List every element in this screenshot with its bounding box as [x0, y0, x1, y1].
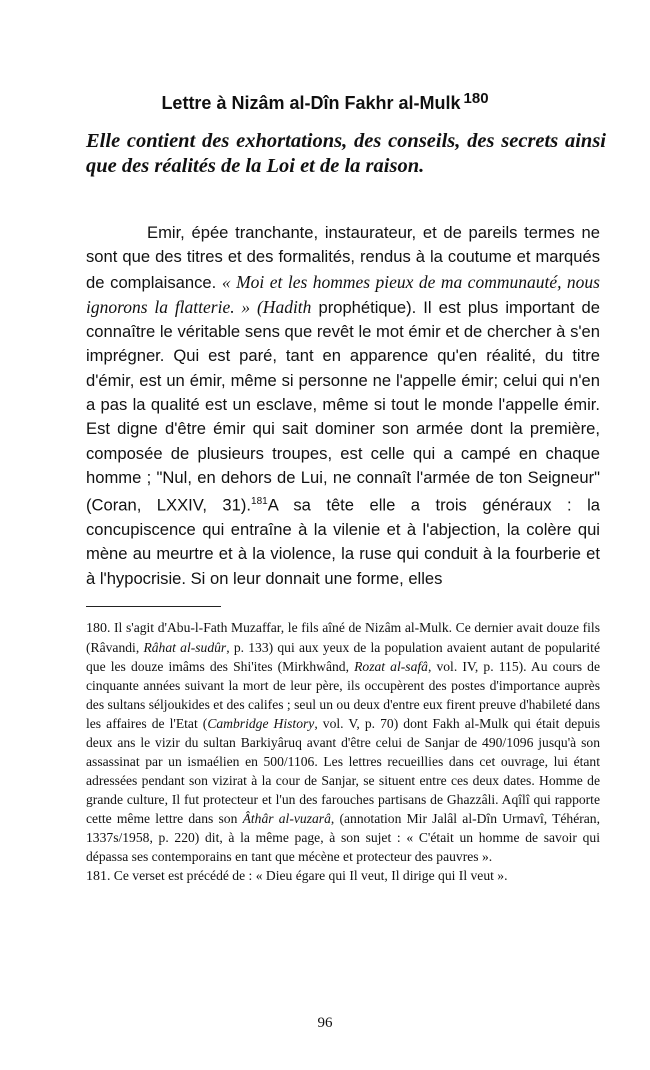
footnote-text: . Ce verset est précédé de : « Dieu égare qui Il veut, Il dirige qui Il veut ».	[107, 868, 508, 883]
footnotes	[86, 618, 600, 886]
footnote-italic: Âthâr al-vuzarâ	[242, 811, 331, 826]
footnote-180	[86, 618, 600, 866]
text-run: A sa tête elle a trois généraux : la concupiscence qui entraîne à la vilenie et à l'abjection, la colère qui mène au meurtre et à la violence, la ruse qui conduit à la fourberie et à l'hypocrisie. Si on leur donnait une forme, elles	[86, 495, 600, 588]
footnote-italic: Râhat al-sudûr	[143, 640, 227, 655]
page-title	[0, 90, 650, 114]
title-footnote-ref: 180	[463, 90, 489, 107]
main-text	[86, 221, 600, 591]
footnote-text: , vol. IV, p. 115). Au cours de cinquante années suivant la mort de leur père, ils occupèrent des postes d'importance auprès des sultans séljoukides et des califes ; seul un ou deux d'entre eux firent preuve d'habileté dans les affaires de l'Etat (	[86, 659, 600, 731]
footnote-ref: 181	[251, 496, 268, 508]
footnote-181	[86, 866, 600, 886]
footnote-number: 180	[86, 621, 107, 636]
footnote-text: , p. 133) qui aux yeux de la population avaient autant de popularité que les douze imâms des Shi'ites (Mirkhwând,	[86, 640, 600, 674]
page-number: 96	[317, 1015, 333, 1031]
subtitle: Elle contient des exhortations, des conseils, des secrets ainsi que des réalités de la Loi et de la raison.	[86, 130, 606, 177]
footnote-number: 181	[86, 869, 107, 884]
footnote-text: , (annotation Mir Jalâl al-Dîn Urmavî, Téhéran, 1337s/1958, p. 220) dit, à la même page, à son sujet : « C'était un homme de savoir qui dépassa ses contemporains en tant que mécène et protecteur des pauvres ».	[86, 811, 601, 864]
text-run: Emir, épée tranchante, instaurateur, et de pareils termes ne sont que des titres et des formalités, rendus à la coutume et marqués de complaisance.	[86, 223, 600, 292]
title-text: Lettre à Nizâm al-Dîn Fakhr al-Mulk	[161, 93, 461, 113]
footnote-text: , vol. V, p. 70) dont Fakh al-Mulk qui était depuis deux ans le vizir du sultan Barkiyâruq avant d'être celui de Sanjar de 490/1096 jusqu'à son assassinat par un ismaélien en 500/1106. Les lettres recueillies dans cet ouvrage, lui étant adressées pendant son vizirat à la cour de Sanjar, se situent entre ces deux dates. Homme de grande culture, Il fut protecteur et l'un des farouches partisans de Ghazzâli. Aqîlî qui rapporte cette même lettre dans son	[86, 716, 601, 826]
quote: « Moi et les hommes pieux de ma communauté, nous ignorons la flatterie. » (Hadith	[86, 271, 600, 317]
text-run: prophétique). Il est plus important de connaître le véritable sens que revêt le mot émir et de chercher à s'en imprégner. Qui est paré, tant en apparence qu'en réalité, du titre d'émir, est un émir, même si personne ne l'appelle émir; celui qui n'en a pas la qualité est un esclave, même si tout le monde l'appelle émir. Est digne d'être émir qui sait dominer son armée dont la première, composée de plusieurs troupes, est celle qui a campé en chaque homme ; "Nul, en dehors de Lui, ne connaît l'armée de ton Seigneur" (Coran, LXXIV, 31).	[86, 297, 600, 515]
footnote-divider	[86, 606, 221, 607]
paragraph	[86, 221, 600, 591]
footnote-italic: Rozat al-safâ	[354, 659, 428, 674]
footnote-text: . Il s'agit d'Abu-l-Fath Muzaffar, le fils aîné de Nizâm al-Mulk. Ce dernier avait douze fils (Râvandi,	[86, 620, 600, 655]
footnote-italic: Cambridge History	[207, 716, 315, 731]
